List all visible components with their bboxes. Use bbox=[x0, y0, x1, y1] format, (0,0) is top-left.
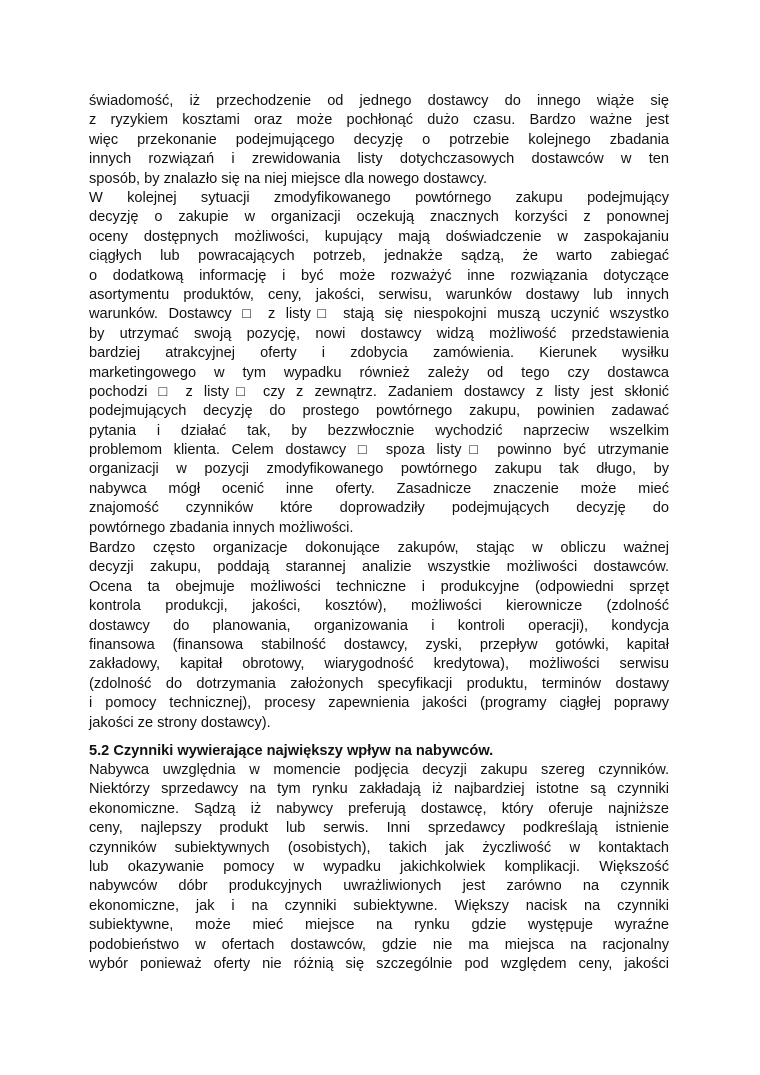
text-line: podobieństwo w ofertach dostawców, gdzie nie ma miejsca na racjonalny bbox=[89, 936, 669, 953]
text-line: decyzji zakupu, poddają starannej analizie wszystkie możliwości dostawców. bbox=[89, 559, 669, 576]
text-line: dostawcy do planowania, organizowania i kontroli operacji), kondycja bbox=[89, 617, 669, 634]
text-line: ceny, najlepszy produkt lub serwis. Inni sprzedawcy podkreślają istnienie bbox=[89, 820, 669, 837]
text-line: powtórnego zbadania innych możliwości. bbox=[89, 519, 354, 536]
text-line: (zdolność do dotrzymania założonych specyfikacji produktu, terminów dostawy bbox=[89, 675, 669, 692]
text-line: sposób, by znalazło się na niej miejsce dla nowego dostawcy. bbox=[89, 170, 488, 187]
text-line: organizacji w pozycji zmodyfikowanego powtórnego zakupu tak długo, by bbox=[89, 461, 669, 478]
text-line: lub okazywanie pomocy w wypadku jakichkolwiek komplikacji. Większość bbox=[89, 858, 669, 875]
paragraph-3 bbox=[89, 539, 669, 733]
text-line: asortymentu produktów, ceny, jakości, serwisu, warunków dostawy lub innych bbox=[89, 286, 669, 303]
text-line: subiektywne, może mieć miejsce na rynku gdzie występuje wyraźne bbox=[89, 917, 669, 934]
paragraph-4 bbox=[89, 761, 669, 974]
section-heading-text: 5.2 Czynniki wywierające największy wpływ na nabywców. bbox=[89, 743, 494, 759]
text-line: Ocena ta obejmuje możliwości techniczne i produkcyjne (odpowiedni sprzęt bbox=[89, 578, 669, 595]
text-line: nabywca mógł ocenić inne oferty. Zasadnicze znaczenie może mieć bbox=[89, 480, 669, 497]
paragraph-1 bbox=[89, 92, 669, 189]
text-line: pochodzi □ z listy□ czy z zewnątrz. Zadaniem dostawcy z listy jest skłonić bbox=[89, 383, 669, 400]
text-line: ekonomiczne, jak i na czynniki subiektywne. Większy nacisk na czynniki bbox=[89, 897, 669, 914]
text-line: decyzję o zakupie w organizacji oczekują znacznych korzyści z ponownej bbox=[89, 209, 669, 226]
text-line: ekonomiczne. Sądzą iż nabywcy preferują dostawcę, który oferuje najniższe bbox=[89, 800, 669, 817]
text-line: i pomocy technicznej), procesy zapewnienia jakości (programy ciągłej poprawy bbox=[89, 695, 669, 712]
text-line: by utrzymać swoją pozycję, nowi dostawcy widzą możliwość przedstawienia bbox=[89, 325, 669, 342]
text-line: świadomość, iż przechodzenie od jednego dostawcy do innego wiąże się bbox=[89, 93, 669, 109]
text-line: oceny dostępnych możliwości, kupujący mają doświadczenie w zaspokajaniu bbox=[89, 228, 669, 245]
text-line: warunków. Dostawcy □ z listy□ stają się niespokojni muszą uczynić wszystko bbox=[89, 306, 669, 323]
text-line: pytania i działać tak, by bezzwłocznie wychodzić naprzeciw wszelkim bbox=[89, 422, 669, 439]
text-line: czynników subiektywnych (osobistych), takich jak życzliwość w kontaktach bbox=[89, 839, 669, 856]
text-line: finansowa (finansowa stabilność dostawcy, zyski, przepływ gotówki, kapitał bbox=[89, 636, 669, 653]
text-line: wybór ponieważ oferty nie różnią się szczególnie pod względem ceny, jakości bbox=[89, 955, 669, 972]
text-line: problemom klienta. Celem dostawcy □ spoza listy□ powinno być utrzymanie bbox=[89, 442, 669, 459]
text-line: z ryzykiem kosztami oraz może pochłonąć dużo czasu. Bardzo ważne jest bbox=[89, 112, 669, 129]
text-line: Bardzo często organizacje dokonujące zakupów, stając w obliczu ważnej bbox=[89, 540, 669, 556]
section-heading bbox=[89, 742, 669, 761]
text-line: ciągłych lub powracających potrzeb, jednakże sądzą, że warto zabiegać bbox=[89, 248, 669, 265]
text-line: kontrola produkcji, jakości, kosztów), możliwości kierownicze (zdolność bbox=[89, 598, 669, 615]
text-line: podejmujących decyzję do prostego powtórnego zakupu, powinien zadawać bbox=[89, 403, 669, 420]
text-line: innych rozwiązań i zrewidowania listy dotychczasowych dostawców w ten bbox=[89, 151, 669, 168]
text-line: nabywców dóbr produkcyjnych uwrażliwionych jest zarówno na czynnik bbox=[89, 878, 669, 895]
text-line: zakładowy, kapitał obrotowy, wiarygodność kredytowa), możliwości serwisu bbox=[89, 656, 669, 673]
paragraph-2 bbox=[89, 189, 669, 538]
text-line: W kolejnej sytuacji zmodyfikowanego powtórnego zakupu podejmujący bbox=[89, 190, 669, 206]
text-line: więc przekonanie podejmującego decyzję o potrzebie kolejnego zbadania bbox=[89, 131, 669, 148]
text-line: jakości ze strony dostawcy). bbox=[89, 714, 271, 731]
text-line: Nabywca uwzględnia w momencie podjęcia decyzji zakupu szereg czynników. bbox=[89, 762, 669, 778]
text-line: o dodatkową informację i być może rozważyć inne rozwiązania dotyczące bbox=[89, 267, 669, 284]
text-line: znajomość czynników które doprowadziły podejmujących decyzję do bbox=[89, 500, 669, 517]
text-line: marketingowego w tym wypadku również zależy od tego czy dostawca bbox=[89, 364, 669, 381]
text-line: bardziej atrakcyjnej oferty i zdobycia zamówienia. Kierunek wysiłku bbox=[89, 345, 669, 362]
text-line: Niektórzy sprzedawcy na tym rynku zakładają iż najbardziej istotne są czynniki bbox=[89, 781, 669, 798]
